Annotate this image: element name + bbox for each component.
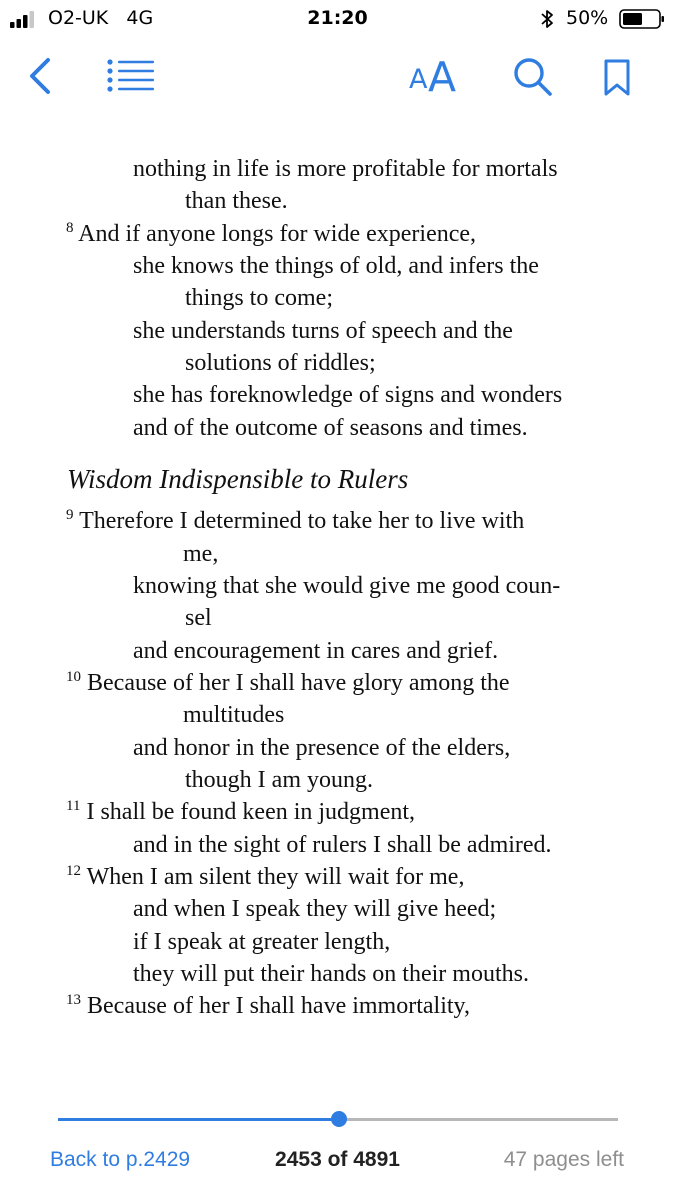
- line-text: and honor in the presence of the elders,: [133, 735, 511, 761]
- bluetooth-icon: [540, 9, 554, 29]
- page-indicator: 2453 of 4891: [275, 1148, 400, 1171]
- text-line: [185, 185, 288, 217]
- reader-toolbar: [0, 48, 675, 108]
- search-icon[interactable]: [512, 56, 554, 98]
- section-heading: Wisdom Indispensible to Rulers: [67, 464, 409, 494]
- text-line: [133, 379, 562, 411]
- verse-line: [66, 990, 470, 1022]
- verse-number: 12: [66, 863, 81, 879]
- battery-percent: 50%: [566, 7, 609, 29]
- text-line: [185, 764, 373, 796]
- back-to-page-link[interactable]: Back to p.2429: [50, 1148, 191, 1171]
- line-text: though I am young.: [185, 767, 373, 793]
- verse-number: 8: [66, 220, 74, 236]
- text-line: [133, 958, 529, 990]
- battery-icon: [619, 9, 665, 29]
- font-size-small-glyph: A: [409, 64, 428, 95]
- text-line: [133, 926, 390, 958]
- verse-number: 13: [66, 992, 81, 1008]
- line-text: and encouragement in cares and grief.: [133, 638, 499, 664]
- line-text: me,: [183, 541, 219, 567]
- line-text: she understands turns of speech and the: [133, 318, 513, 344]
- table-of-contents-icon[interactable]: [106, 58, 156, 92]
- text-line: [133, 829, 552, 861]
- bookmark-icon[interactable]: [602, 58, 632, 98]
- line-text: if I speak at greater length,: [133, 929, 391, 955]
- verse-line: [66, 218, 476, 250]
- text-line: [133, 570, 560, 602]
- font-size-large-glyph: A: [428, 53, 457, 101]
- back-icon[interactable]: [24, 56, 56, 96]
- verse-number: 11: [66, 798, 81, 814]
- verse-line: [66, 505, 524, 537]
- line-text: than these.: [185, 188, 288, 214]
- line-text: they will put their hands on their mouths.: [133, 961, 529, 987]
- scrubber-handle[interactable]: [331, 1111, 347, 1127]
- verse-line: [66, 796, 415, 828]
- line-text: and in the sight of rulers I shall be admired.: [133, 832, 552, 858]
- text-line: [185, 347, 376, 379]
- text-line: [133, 412, 528, 444]
- line-text: and when I speak they will give heed;: [133, 896, 497, 922]
- text-line: [133, 893, 496, 925]
- status-bar: [0, 0, 675, 38]
- line-text: knowing that she would give me good coun-: [133, 573, 561, 599]
- progress-fill: [58, 1118, 339, 1121]
- clock: 21:20: [307, 7, 368, 29]
- font-size-icon[interactable]: [406, 50, 466, 100]
- pages-left-label: 47 pages left: [503, 1148, 624, 1171]
- verse-number: 10: [66, 669, 81, 685]
- line-text: Therefore I determined to take her to live with: [73, 508, 525, 534]
- line-text: sel: [185, 605, 212, 631]
- text-line: [185, 602, 212, 634]
- line-text: and of the outcome of seasons and times.: [133, 415, 528, 441]
- line-text: Because of her I shall have immortality,: [81, 993, 470, 1019]
- text-line: [133, 315, 513, 347]
- line-text: I shall be found keen in judgment,: [80, 799, 416, 825]
- text-line: [133, 732, 510, 764]
- network-type: 4G: [126, 7, 154, 29]
- page-scrubber[interactable]: [58, 1118, 618, 1121]
- line-text: multitudes: [183, 702, 285, 728]
- line-text: she has foreknowledge of signs and wonders: [133, 382, 563, 408]
- line-text: she knows the things of old, and infers the: [133, 253, 539, 279]
- verse-number: 9: [66, 507, 74, 523]
- line-text: And if anyone longs for wide experience,: [73, 221, 477, 247]
- line-text: things to come;: [185, 285, 333, 311]
- verse-line: [66, 667, 510, 699]
- text-line: [185, 282, 333, 314]
- line-text: nothing in life is more profitable for mortals: [133, 156, 558, 182]
- text-line: [133, 635, 498, 667]
- line-text: Because of her I shall have glory among the: [81, 670, 510, 696]
- text-line: [133, 153, 558, 185]
- line-text: solutions of riddles;: [185, 350, 376, 376]
- text-line: [133, 250, 539, 282]
- text-line: [183, 699, 284, 731]
- text-line: [183, 538, 218, 570]
- carrier-name: O2-UK: [48, 7, 109, 29]
- verse-line: [66, 861, 464, 893]
- line-text: When I am silent they will wait for me,: [81, 864, 465, 890]
